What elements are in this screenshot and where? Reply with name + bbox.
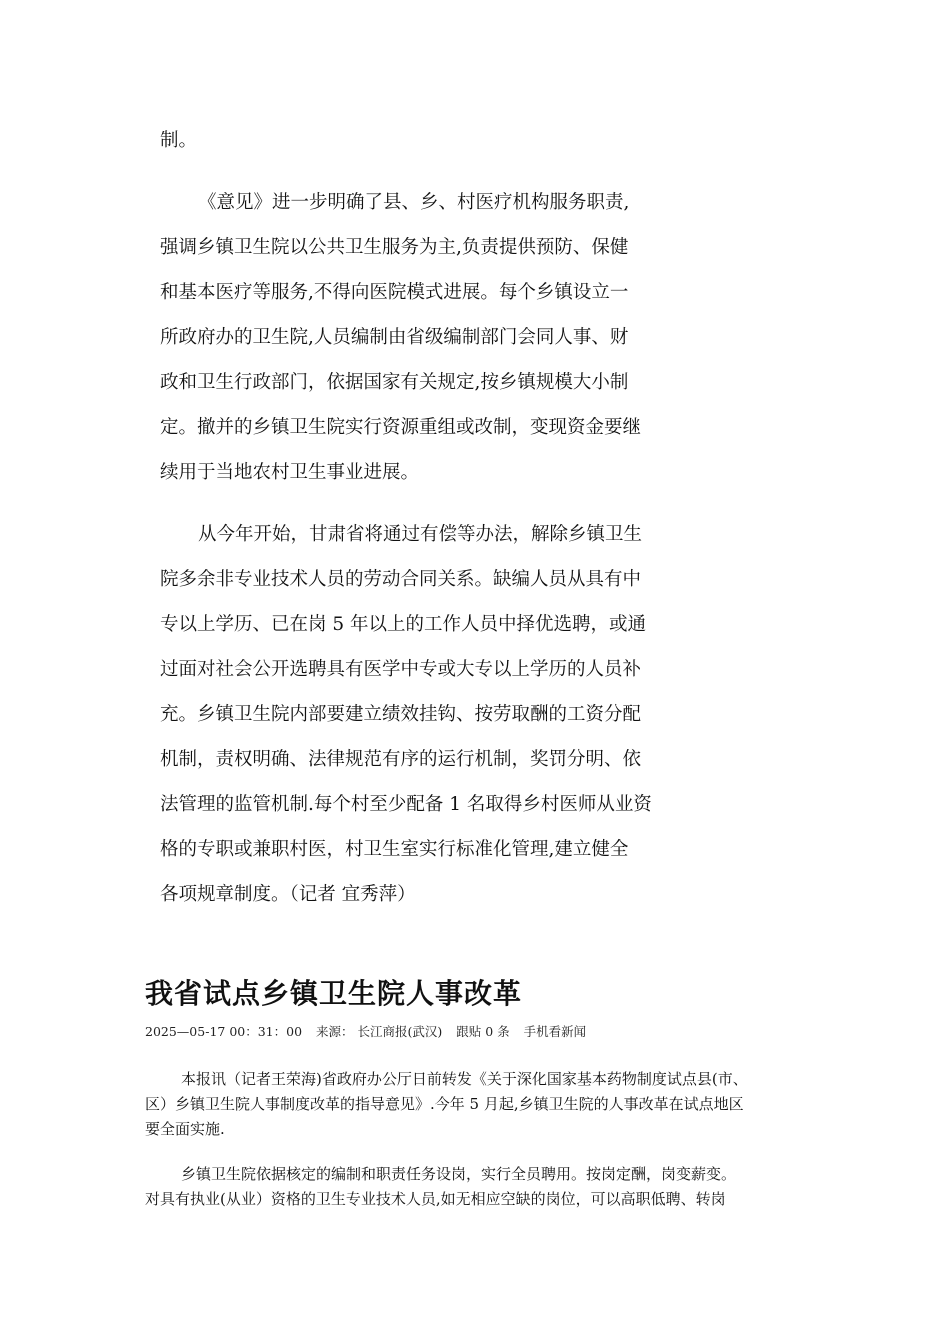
article-title: 我省试点乡镇卫生院人事改革 bbox=[145, 977, 523, 1010]
article-source: 来源： 长江商报(武汉) bbox=[316, 1024, 443, 1039]
text-line: 各项规章制度。（记者 宜秀萍） bbox=[160, 884, 416, 905]
text-line: 定。撤并的乡镇卫生院实行资源重组或改制，变现资金要继 bbox=[160, 417, 642, 438]
text-line: 机制，责权明确、法律规范有序的运行机制，奖罚分明、依 bbox=[160, 749, 642, 770]
mobile-news-link[interactable]: 手机看新闻 bbox=[523, 1024, 587, 1039]
text-line: 要全面实施. bbox=[145, 1120, 225, 1138]
text-line: 《意见》进一步明确了县、乡、村医疗机构服务职责, bbox=[198, 192, 630, 213]
text-line: 专以上学历、已在岗 5 年以上的工作人员中择优选聘，或通 bbox=[160, 614, 647, 635]
paragraph-fragment: 制。 bbox=[160, 130, 198, 151]
text-line: 从今年开始，甘肃省将通过有偿等办法，解除乡镇卫生 bbox=[198, 524, 643, 545]
text-line: 强调乡镇卫生院以公共卫生服务为主,负责提供预防、保健 bbox=[160, 237, 629, 258]
comments-link[interactable]: 跟贴 0 条 bbox=[456, 1024, 510, 1039]
publish-datetime: 2025—05-17 00：31：00 bbox=[145, 1024, 303, 1039]
text-line: 充。乡镇卫生院内部要建立绩效挂钩、按劳取酬的工资分配 bbox=[160, 704, 642, 725]
text-line: 法管理的监管机制.每个村至少配备 1 名取得乡村医师从业资 bbox=[160, 794, 652, 815]
text-line: 对具有执业(从业）资格的卫生专业技术人员,如无相应空缺的岗位，可以高职低聘、转岗 bbox=[145, 1190, 726, 1208]
text-line: 所政府办的卫生院,人员编制由省级编制部门会同人事、财 bbox=[160, 327, 629, 348]
text-line: 和基本医疗等服务,不得向医院模式进展。每个乡镇设立一 bbox=[160, 282, 629, 303]
text-line: 格的专职或兼职村医，村卫生室实行标准化管理,建立健全 bbox=[160, 839, 629, 860]
text-line: 院多余非专业技术人员的劳动合同关系。缺编人员从具有中 bbox=[160, 569, 642, 590]
text-line: 过面对社会公开选聘具有医学中专或大专以上学历的人员补 bbox=[160, 659, 642, 680]
text-line: 本报讯（记者王荣海)省政府办公厅日前转发《关于深化国家基本药物制度试点县(市、 bbox=[181, 1070, 748, 1088]
text-line: 乡镇卫生院依据核定的编制和职责任务设岗，实行全员聘用。按岗定酬，岗变薪变。 bbox=[181, 1165, 737, 1183]
article-meta bbox=[145, 1022, 596, 1040]
text-line: 续用于当地农村卫生事业进展。 bbox=[160, 462, 420, 483]
text-line: 政和卫生行政部门，依据国家有关规定,按乡镇规模大小制 bbox=[160, 372, 629, 393]
text-line: 区）乡镇卫生院人事制度改革的指导意见》.今年 5 月起,乡镇卫生院的人事改革在试点地区 bbox=[145, 1095, 744, 1113]
